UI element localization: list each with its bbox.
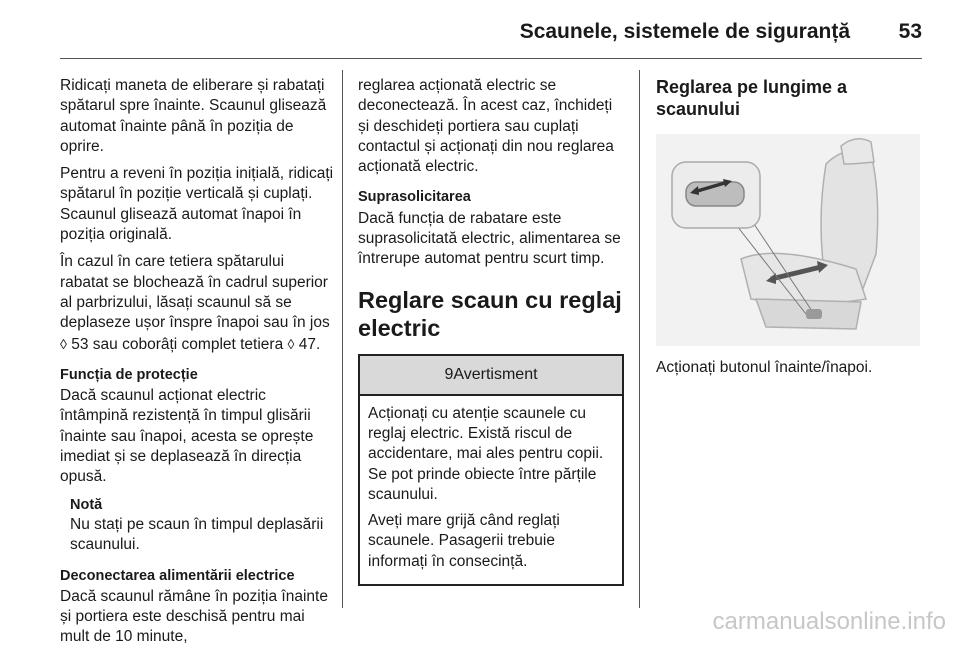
column-1 bbox=[60, 76, 335, 655]
cross-reference-arrow-icon: ◊ bbox=[60, 335, 67, 352]
warning-icon: 9 bbox=[444, 365, 454, 383]
page-reference-link[interactable]: 53 bbox=[71, 335, 89, 353]
column-divider-1 bbox=[342, 70, 343, 608]
page-number: 53 bbox=[898, 20, 922, 43]
note-text: Nu stați pe scaun în timpul deplasării scaunului. bbox=[70, 515, 324, 554]
column-2 bbox=[358, 76, 626, 586]
note-title: Notă bbox=[70, 496, 103, 513]
page-title: Scaunele, sistemele de siguranță bbox=[519, 20, 850, 43]
page-reference-link[interactable]: 47. bbox=[298, 335, 321, 353]
subheading: Suprasolicitarea bbox=[358, 189, 471, 206]
paragraph: Dacă funcția de rabatare este suprasolicitată electric, alimentarea se întrerupe automat pentru scurt timp. bbox=[358, 209, 621, 268]
paragraph: Dacă scaunul rămâne în poziția înainte și portiera este deschisă pentru mai mult de 10 minute, bbox=[60, 587, 328, 646]
section-heading: Reglarea pe lungime a scaunului bbox=[656, 77, 848, 119]
paragraph: reglarea acționată electric se deconectează. În acest caz, închideți și deschideți portiera sau cuplați contactul și acționați din nou reglarea acționată electric. bbox=[358, 77, 614, 176]
warning-text: Aveți mare grijă când reglați scaunele. Pasagerii trebuie informați în consecință. bbox=[368, 512, 560, 570]
column-3 bbox=[656, 76, 924, 385]
seat-adjustment-illustration bbox=[656, 134, 920, 346]
paragraph: Pentru a reveni în poziția inițială, ridicați spătarul în poziție verticală și cuplați. Scaunul glisează automat înapoi în poziția originală. bbox=[60, 165, 334, 244]
paragraph: Dacă scaunul acționat electric întâmpină rezistență în timpul glisării înainte sau înapoi, acesta se oprește imediat și se deplasează în direcția opusă. bbox=[60, 387, 314, 486]
watermark: carmanualsonline.info bbox=[712, 608, 946, 635]
page-header bbox=[0, 0, 960, 56]
warning-title: Avertisment bbox=[453, 365, 538, 383]
column-divider-2 bbox=[639, 70, 640, 608]
cross-reference-arrow-icon: ◊ bbox=[287, 335, 295, 352]
warning-box bbox=[358, 354, 624, 586]
image-caption: Acționați butonul înainte/înapoi. bbox=[656, 359, 873, 376]
warning-header bbox=[360, 356, 622, 396]
paragraph: În cazul în care tetiera spătarului rabatat se blochează în cadrul superior al parbrizului, lăsați scaunul să se deplaseze ușor înspre înapoi sau în jos ◊ 53 sau coborâți complet tetiera ◊ 47. bbox=[60, 253, 330, 353]
warning-body bbox=[360, 396, 622, 584]
seat-illustration-svg bbox=[656, 134, 920, 346]
subheading: Deconectarea alimentării electrice bbox=[60, 567, 295, 584]
warning-text: Acționați cu atenție scaunele cu reglaj electric. Există riscul de accidentare, mai ales pentru copii. Se pot prinde obiecte între părțile scaunului. bbox=[368, 404, 604, 503]
header-divider bbox=[60, 58, 922, 59]
paragraph: Ridicați maneta de eliberare și rabatați spătarul spre înainte. Scaunul glisează automat înainte până în poziția de oprire. bbox=[60, 77, 327, 155]
subheading: Funcția de protecție bbox=[60, 366, 198, 383]
note-box bbox=[60, 495, 335, 556]
section-heading: Reglare scaun cu reglaj electric bbox=[358, 286, 622, 341]
